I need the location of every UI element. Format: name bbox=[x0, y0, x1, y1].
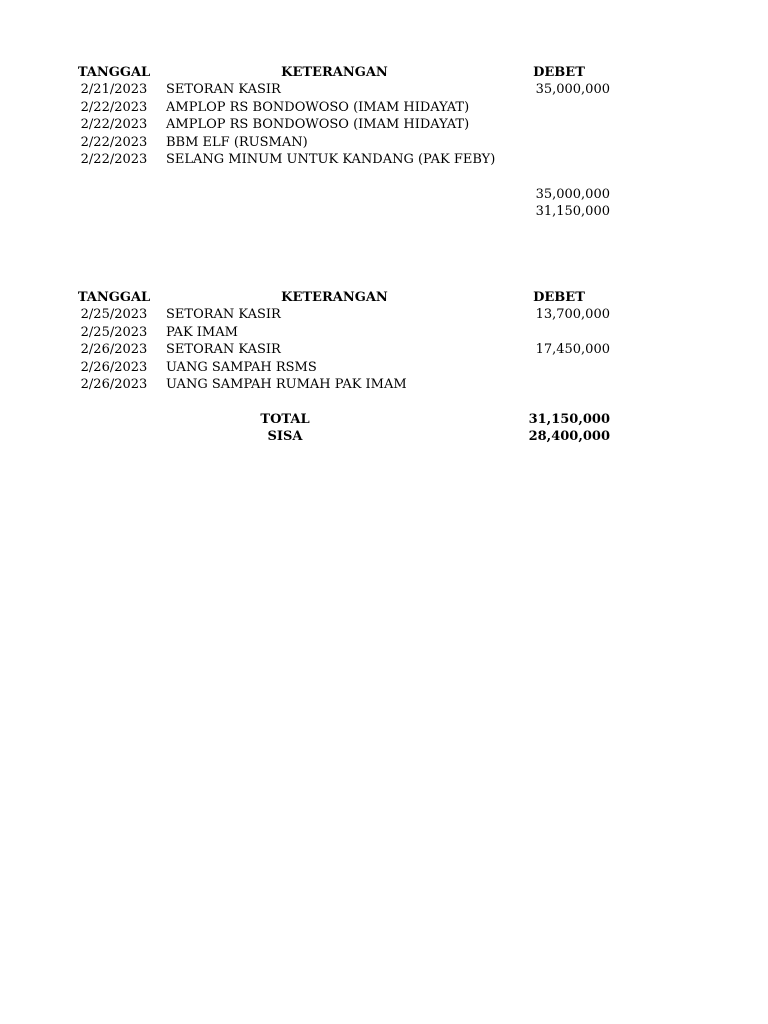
summary-amount: 31,150,000 bbox=[535, 204, 610, 220]
sisa-row bbox=[0, 428, 768, 445]
table-header bbox=[0, 64, 768, 81]
row-desc: SETORAN KASIR bbox=[166, 82, 281, 98]
header-tanggal: TANGGAL bbox=[77, 290, 151, 305]
row-desc: UANG SAMPAH RSMS bbox=[166, 359, 317, 375]
header-debet: DEBET bbox=[533, 290, 585, 305]
total-row bbox=[0, 411, 768, 428]
table-row bbox=[0, 324, 768, 341]
row-desc: SETORAN KASIR bbox=[166, 307, 281, 323]
table-row bbox=[0, 359, 768, 376]
row-date: 2/21/2023 bbox=[80, 82, 148, 98]
table-row bbox=[0, 376, 768, 393]
row-date: 2/22/2023 bbox=[80, 99, 148, 115]
table-row bbox=[0, 116, 768, 133]
row-amount: 35,000,000 bbox=[535, 82, 610, 98]
table-row bbox=[0, 151, 768, 168]
sisa-label: SISA bbox=[267, 429, 303, 445]
header-keterangan: KETERANGAN bbox=[281, 65, 388, 80]
row-desc: SELANG MINUM UNTUK KANDANG (PAK FEBY) bbox=[166, 151, 496, 167]
row-date: 2/26/2023 bbox=[80, 359, 148, 375]
row-date: 2/25/2023 bbox=[80, 324, 148, 340]
spacer-row bbox=[0, 393, 768, 410]
total-label: TOTAL bbox=[260, 411, 310, 427]
row-desc: SETORAN KASIR bbox=[166, 342, 281, 358]
row-date: 2/26/2023 bbox=[80, 342, 148, 358]
sisa-value: 28,400,000 bbox=[528, 429, 610, 445]
row-date: 2/22/2023 bbox=[80, 151, 148, 167]
row-amount: 13,700,000 bbox=[535, 307, 610, 323]
table-row bbox=[0, 81, 768, 98]
spacer-row bbox=[0, 168, 768, 185]
row-date: 2/26/2023 bbox=[80, 376, 148, 392]
row-date: 2/25/2023 bbox=[80, 307, 148, 323]
ledger-table-2 bbox=[0, 289, 768, 446]
table-header bbox=[0, 289, 768, 306]
header-debet: DEBET bbox=[533, 65, 585, 80]
table-row bbox=[0, 341, 768, 358]
table-row bbox=[0, 306, 768, 323]
row-desc: PAK IMAM bbox=[166, 324, 238, 340]
total-value: 31,150,000 bbox=[528, 411, 610, 427]
row-amount: 17,450,000 bbox=[535, 342, 610, 358]
row-desc: BBM ELF (RUSMAN) bbox=[166, 134, 308, 150]
table-row bbox=[0, 99, 768, 116]
row-date: 2/22/2023 bbox=[80, 117, 148, 133]
row-desc: AMPLOP RS BONDOWOSO (IMAM HIDAYAT) bbox=[166, 99, 470, 115]
ledger-table-1 bbox=[0, 64, 768, 221]
row-desc: UANG SAMPAH RUMAH PAK IMAM bbox=[166, 376, 407, 392]
header-tanggal: TANGGAL bbox=[77, 65, 151, 80]
row-desc: AMPLOP RS BONDOWOSO (IMAM HIDAYAT) bbox=[166, 117, 470, 133]
summary-amount: 35,000,000 bbox=[535, 186, 610, 202]
header-keterangan: KETERANGAN bbox=[281, 290, 388, 305]
summary-row bbox=[0, 203, 768, 220]
row-date: 2/22/2023 bbox=[80, 134, 148, 150]
table-row bbox=[0, 134, 768, 151]
summary-row bbox=[0, 186, 768, 203]
